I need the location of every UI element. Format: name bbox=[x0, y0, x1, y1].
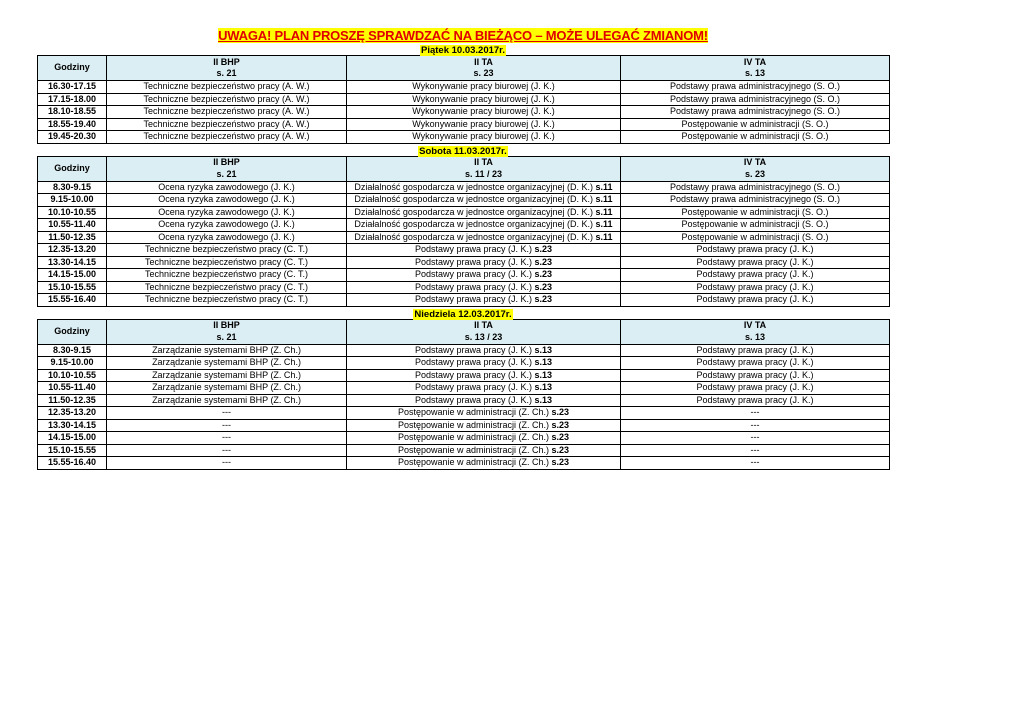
class-cell bbox=[621, 457, 890, 470]
room-label: s.23 bbox=[534, 294, 553, 304]
room-label: s.23 bbox=[551, 419, 570, 430]
room-label: s.23 bbox=[551, 432, 570, 442]
class-cell bbox=[107, 118, 347, 131]
class-cell bbox=[621, 269, 890, 282]
class-text: Podstawy prawa pracy (J. K.) bbox=[414, 394, 532, 405]
class-text: Podstawy prawa administracyjnego (S. O.) bbox=[669, 106, 841, 116]
warning-title: UWAGA! PLAN PROSZĘ SPRAWDZAĆ NA BIEŻĄCO – MOŻE ULEGAĆ ZMIANOM! bbox=[218, 28, 708, 43]
time-slot: 15.10-15.55 bbox=[38, 281, 107, 294]
class-text: --- bbox=[222, 457, 231, 467]
time-column-header: Godziny bbox=[38, 156, 107, 181]
table-row bbox=[38, 181, 890, 194]
group-column-header bbox=[621, 56, 890, 81]
class-text: Podstawy prawa pracy (J. K.) bbox=[696, 256, 814, 267]
group-name: II BHP bbox=[213, 320, 240, 330]
class-text: --- bbox=[222, 432, 231, 442]
time-slot: 11.50-12.35 bbox=[38, 394, 107, 407]
time-slot: 15.55-16.40 bbox=[38, 457, 107, 470]
table-row bbox=[38, 369, 890, 382]
schedule-days bbox=[37, 43, 889, 470]
room-label: s.23 bbox=[534, 269, 553, 279]
class-cell bbox=[347, 444, 621, 457]
class-text: Techniczne bezpieczeństwo pracy (C. T.) bbox=[145, 281, 308, 292]
table-row bbox=[38, 219, 890, 232]
room-label: s.23 bbox=[551, 444, 570, 455]
day-label-text: Sobota 11.03.2017r. bbox=[419, 145, 507, 157]
class-cell bbox=[347, 256, 621, 269]
class-cell bbox=[107, 81, 347, 94]
day-label-text: Piątek 10.03.2017r. bbox=[421, 45, 505, 56]
class-text: Wykonywanie pracy biurowej (J. K.) bbox=[412, 93, 555, 104]
room-label: s.23 bbox=[551, 457, 570, 467]
class-text: Postępowanie w administracji (Z. Ch.) bbox=[397, 444, 549, 455]
class-text: Zarządzanie systemami BHP (Z. Ch.) bbox=[152, 357, 301, 367]
class-text: --- bbox=[750, 432, 760, 442]
class-text: Podstawy prawa pracy (J. K.) bbox=[414, 244, 532, 254]
class-text: Techniczne bezpieczeństwo pracy (A. W.) bbox=[143, 131, 310, 141]
class-cell bbox=[107, 369, 347, 382]
group-room: s. 21 bbox=[216, 68, 237, 78]
class-cell bbox=[107, 444, 347, 457]
class-text: Techniczne bezpieczeństwo pracy (A. W.) bbox=[143, 106, 310, 116]
class-text: Podstawy prawa pracy (J. K.) bbox=[414, 269, 532, 279]
time-column-header: Godziny bbox=[38, 56, 107, 81]
class-text: Działalność gospodarcza w jednostce organizacyjnej (D. K.) bbox=[354, 181, 594, 192]
class-cell bbox=[107, 231, 347, 244]
time-slot: 9.15-10.00 bbox=[38, 194, 107, 207]
class-text: Postępowanie w administracji (S. O.) bbox=[681, 206, 829, 217]
class-text: Działalność gospodarcza w jednostce organizacyjnej (D. K.) bbox=[354, 231, 594, 242]
class-text: Techniczne bezpieczeństwo pracy (A. W.) bbox=[143, 118, 310, 129]
class-text: Działalność gospodarcza w jednostce organizacyjnej (D. K.) bbox=[354, 219, 594, 229]
class-cell bbox=[347, 394, 621, 407]
class-cell bbox=[107, 407, 347, 420]
time-slot: 9.15-10.00 bbox=[38, 357, 107, 370]
class-cell bbox=[107, 194, 347, 207]
class-text: Działalność gospodarcza w jednostce organizacyjnej (D. K.) bbox=[354, 206, 594, 217]
table-row bbox=[38, 206, 890, 219]
class-text: Techniczne bezpieczeństwo pracy (A. W.) bbox=[143, 93, 310, 104]
class-cell bbox=[107, 457, 347, 470]
class-cell bbox=[347, 93, 621, 106]
class-text: Techniczne bezpieczeństwo pracy (C. T.) bbox=[145, 244, 308, 254]
class-cell bbox=[107, 93, 347, 106]
room-label: s.13 bbox=[534, 344, 553, 355]
time-slot: 14.15-15.00 bbox=[38, 269, 107, 282]
day-label-text: Niedziela 12.03.2017r. bbox=[414, 308, 512, 320]
class-cell bbox=[347, 369, 621, 382]
class-cell bbox=[621, 394, 890, 407]
group-room: s. 23 bbox=[473, 68, 494, 78]
time-column-header: Godziny bbox=[38, 319, 107, 344]
class-text: --- bbox=[750, 444, 760, 455]
table-row bbox=[38, 231, 890, 244]
group-room: s. 13 bbox=[744, 331, 766, 342]
table-row bbox=[38, 131, 890, 144]
room-label: s.23 bbox=[551, 407, 570, 417]
group-column-header bbox=[347, 319, 621, 344]
class-text: Zarządzanie systemami BHP (Z. Ch.) bbox=[152, 394, 301, 405]
room-label: s.23 bbox=[534, 244, 553, 254]
table-row bbox=[38, 81, 890, 94]
header-row bbox=[38, 156, 890, 181]
schedule-table bbox=[37, 319, 890, 470]
class-cell bbox=[347, 106, 621, 119]
class-cell bbox=[107, 419, 347, 432]
class-text: --- bbox=[222, 419, 231, 430]
class-text: Podstawy prawa pracy (J. K.) bbox=[414, 357, 532, 367]
class-cell bbox=[107, 181, 347, 194]
time-slot: 15.10-15.55 bbox=[38, 444, 107, 457]
time-slot: 17.15-18.00 bbox=[38, 93, 107, 106]
table-row bbox=[38, 407, 890, 420]
table-row bbox=[38, 281, 890, 294]
class-text: Ocena ryzyka zawodowego (J. K.) bbox=[158, 219, 295, 229]
class-text: Techniczne bezpieczeństwo pracy (A. W.) bbox=[143, 81, 310, 91]
class-text: Podstawy prawa administracyjnego (S. O.) bbox=[669, 81, 841, 91]
class-text: Podstawy prawa pracy (J. K.) bbox=[414, 281, 532, 292]
time-slot: 11.50-12.35 bbox=[38, 231, 107, 244]
class-cell bbox=[621, 206, 890, 219]
group-column-header bbox=[621, 156, 890, 181]
class-cell bbox=[347, 281, 621, 294]
class-cell bbox=[107, 269, 347, 282]
class-cell bbox=[347, 231, 621, 244]
time-slot: 14.15-15.00 bbox=[38, 432, 107, 445]
class-text: Postępowanie w administracji (Z. Ch.) bbox=[397, 419, 549, 430]
room-label: s.11 bbox=[595, 194, 613, 204]
class-cell bbox=[621, 81, 890, 94]
schedule-table bbox=[37, 156, 890, 307]
group-name: IV TA bbox=[743, 320, 767, 330]
class-text: Ocena ryzyka zawodowego (J. K.) bbox=[158, 231, 295, 242]
class-cell bbox=[621, 181, 890, 194]
class-cell bbox=[621, 281, 890, 294]
class-cell bbox=[621, 382, 890, 395]
time-slot: 19.45-20.30 bbox=[38, 131, 107, 144]
class-text: --- bbox=[750, 419, 760, 430]
group-name: II BHP bbox=[213, 157, 240, 167]
class-text: Podstawy prawa pracy (J. K.) bbox=[696, 357, 814, 367]
class-cell bbox=[347, 407, 621, 420]
table-row bbox=[38, 457, 890, 470]
class-cell bbox=[621, 294, 890, 307]
class-text: Podstawy prawa pracy (J. K.) bbox=[414, 382, 532, 392]
time-slot: 10.55-11.40 bbox=[38, 219, 107, 232]
class-text: Podstawy prawa pracy (J. K.) bbox=[414, 344, 532, 355]
class-text: Postępowanie w administracji (S. O.) bbox=[681, 118, 829, 129]
time-slot: 10.10-10.55 bbox=[38, 369, 107, 382]
table-row bbox=[38, 419, 890, 432]
class-cell bbox=[621, 244, 890, 257]
group-room: s. 13 / 23 bbox=[464, 331, 503, 342]
class-text: Działalność gospodarcza w jednostce organizacyjnej (D. K.) bbox=[354, 194, 594, 204]
room-label: s.11 bbox=[595, 206, 613, 217]
class-cell bbox=[347, 382, 621, 395]
class-cell bbox=[347, 118, 621, 131]
class-text: Wykonywanie pracy biurowej (J. K.) bbox=[412, 81, 555, 91]
table-row bbox=[38, 93, 890, 106]
class-text: --- bbox=[222, 407, 231, 417]
class-text: Podstawy prawa pracy (J. K.) bbox=[696, 394, 814, 405]
class-cell bbox=[621, 231, 890, 244]
class-cell bbox=[107, 106, 347, 119]
class-cell bbox=[107, 256, 347, 269]
class-cell bbox=[621, 118, 890, 131]
class-cell bbox=[107, 382, 347, 395]
class-cell bbox=[347, 219, 621, 232]
class-cell bbox=[107, 344, 347, 357]
class-text: Podstawy prawa pracy (J. K.) bbox=[414, 369, 532, 380]
room-label: s.13 bbox=[534, 369, 553, 380]
class-cell bbox=[621, 106, 890, 119]
class-text: --- bbox=[222, 444, 231, 455]
class-text: Postępowanie w administracji (Z. Ch.) bbox=[397, 432, 549, 442]
class-cell bbox=[347, 131, 621, 144]
group-room: s. 11 / 23 bbox=[464, 168, 503, 179]
class-cell bbox=[107, 206, 347, 219]
class-cell bbox=[347, 206, 621, 219]
time-slot: 8.30-9.15 bbox=[38, 344, 107, 357]
room-label: s.23 bbox=[534, 256, 553, 267]
class-cell bbox=[347, 419, 621, 432]
group-room: s. 13 bbox=[744, 68, 766, 78]
class-text: Podstawy prawa pracy (J. K.) bbox=[696, 382, 814, 392]
group-name: II BHP bbox=[213, 56, 240, 67]
group-column-header bbox=[107, 56, 347, 81]
class-text: Postępowanie w administracji (S. O.) bbox=[681, 231, 829, 242]
group-column-header bbox=[107, 319, 347, 344]
class-cell bbox=[107, 294, 347, 307]
class-cell bbox=[107, 394, 347, 407]
class-text: Ocena ryzyka zawodowego (J. K.) bbox=[158, 181, 295, 192]
group-room: s. 21 bbox=[216, 331, 237, 342]
table-row bbox=[38, 256, 890, 269]
table-row bbox=[38, 269, 890, 282]
class-text: Podstawy prawa pracy (J. K.) bbox=[696, 244, 814, 254]
class-cell bbox=[347, 457, 621, 470]
room-label: s.23 bbox=[534, 281, 553, 292]
class-text: Zarządzanie systemami BHP (Z. Ch.) bbox=[152, 369, 301, 380]
class-cell bbox=[621, 219, 890, 232]
class-cell bbox=[347, 181, 621, 194]
group-room: s. 23 bbox=[744, 168, 766, 179]
group-column-header bbox=[107, 156, 347, 181]
class-cell bbox=[621, 444, 890, 457]
class-cell bbox=[621, 93, 890, 106]
table-row bbox=[38, 344, 890, 357]
class-text: Podstawy prawa administracyjnego (S. O.) bbox=[669, 93, 841, 104]
time-slot: 15.55-16.40 bbox=[38, 294, 107, 307]
room-label: s.11 bbox=[595, 231, 613, 242]
class-text: Techniczne bezpieczeństwo pracy (C. T.) bbox=[145, 294, 308, 304]
class-text: Podstawy prawa pracy (J. K.) bbox=[414, 294, 532, 304]
group-name: II TA bbox=[474, 320, 493, 330]
table-row bbox=[38, 394, 890, 407]
day-label bbox=[37, 307, 889, 319]
room-label: s.11 bbox=[595, 181, 613, 192]
header-row bbox=[38, 56, 890, 81]
time-slot: 12.35-13.20 bbox=[38, 244, 107, 257]
class-cell bbox=[347, 294, 621, 307]
class-text: Podstawy prawa administracyjnego (S. O.) bbox=[669, 181, 841, 192]
class-cell bbox=[107, 357, 347, 370]
class-cell bbox=[621, 131, 890, 144]
class-text: Zarządzanie systemami BHP (Z. Ch.) bbox=[152, 382, 301, 392]
class-cell bbox=[107, 281, 347, 294]
class-text: Ocena ryzyka zawodowego (J. K.) bbox=[158, 206, 295, 217]
time-slot: 13.30-14.15 bbox=[38, 256, 107, 269]
class-text: Podstawy prawa pracy (J. K.) bbox=[696, 281, 814, 292]
class-text: Podstawy prawa pracy (J. K.) bbox=[414, 256, 532, 267]
class-cell bbox=[347, 357, 621, 370]
class-text: Wykonywanie pracy biurowej (J. K.) bbox=[412, 106, 555, 116]
table-row bbox=[38, 357, 890, 370]
class-text: Postępowanie w administracji (S. O.) bbox=[681, 131, 829, 141]
class-cell bbox=[347, 432, 621, 445]
class-text: Podstawy prawa pracy (J. K.) bbox=[696, 269, 814, 279]
group-name: II TA bbox=[474, 157, 493, 167]
class-cell bbox=[621, 369, 890, 382]
room-label: s.13 bbox=[534, 394, 553, 405]
class-text: Postępowanie w administracji (Z. Ch.) bbox=[397, 407, 549, 417]
class-cell bbox=[621, 194, 890, 207]
class-cell bbox=[347, 194, 621, 207]
header-row bbox=[38, 319, 890, 344]
class-text: Podstawy prawa pracy (J. K.) bbox=[696, 344, 814, 355]
class-cell bbox=[621, 407, 890, 420]
table-row bbox=[38, 106, 890, 119]
class-text: Podstawy prawa pracy (J. K.) bbox=[696, 294, 814, 304]
class-cell bbox=[107, 432, 347, 445]
class-cell bbox=[621, 344, 890, 357]
table-row bbox=[38, 382, 890, 395]
class-cell bbox=[107, 219, 347, 232]
group-name: II TA bbox=[474, 56, 493, 67]
class-text: --- bbox=[750, 407, 760, 417]
group-name: IV TA bbox=[743, 157, 767, 167]
table-row bbox=[38, 244, 890, 257]
group-name: IV TA bbox=[743, 56, 767, 67]
time-slot: 10.10-10.55 bbox=[38, 206, 107, 219]
class-text: Techniczne bezpieczeństwo pracy (C. T.) bbox=[145, 256, 308, 267]
schedule-table bbox=[37, 55, 890, 144]
time-slot: 13.30-14.15 bbox=[38, 419, 107, 432]
table-row bbox=[38, 432, 890, 445]
group-column-header bbox=[621, 319, 890, 344]
class-cell bbox=[347, 344, 621, 357]
schedule-document bbox=[37, 28, 889, 470]
class-cell bbox=[347, 244, 621, 257]
group-column-header bbox=[347, 56, 621, 81]
room-label: s.11 bbox=[595, 219, 613, 229]
time-slot: 8.30-9.15 bbox=[38, 181, 107, 194]
group-column-header bbox=[347, 156, 621, 181]
class-cell bbox=[621, 357, 890, 370]
time-slot: 10.55-11.40 bbox=[38, 382, 107, 395]
class-cell bbox=[107, 131, 347, 144]
room-label: s.13 bbox=[534, 357, 553, 367]
class-cell bbox=[347, 81, 621, 94]
class-text: Podstawy prawa pracy (J. K.) bbox=[696, 369, 814, 380]
room-label: s.13 bbox=[534, 382, 553, 392]
table-row bbox=[38, 294, 890, 307]
class-cell bbox=[107, 244, 347, 257]
class-text: Zarządzanie systemami BHP (Z. Ch.) bbox=[152, 344, 301, 355]
class-text: Wykonywanie pracy biurowej (J. K.) bbox=[412, 131, 555, 141]
class-text: Techniczne bezpieczeństwo pracy (C. T.) bbox=[145, 269, 308, 279]
class-text: Podstawy prawa administracyjnego (S. O.) bbox=[669, 194, 841, 204]
class-text: Ocena ryzyka zawodowego (J. K.) bbox=[158, 194, 295, 204]
class-cell bbox=[621, 432, 890, 445]
time-slot: 16.30-17.15 bbox=[38, 81, 107, 94]
day-label bbox=[37, 144, 889, 156]
class-text: Postępowanie w administracji (Z. Ch.) bbox=[397, 457, 549, 467]
table-row bbox=[38, 118, 890, 131]
class-text: --- bbox=[750, 457, 760, 467]
table-row bbox=[38, 444, 890, 457]
class-text: Postępowanie w administracji (S. O.) bbox=[681, 219, 829, 229]
class-text: Wykonywanie pracy biurowej (J. K.) bbox=[412, 118, 555, 129]
class-cell bbox=[621, 419, 890, 432]
class-cell bbox=[347, 269, 621, 282]
time-slot: 18.55-19.40 bbox=[38, 118, 107, 131]
day-label bbox=[37, 43, 889, 55]
time-slot: 12.35-13.20 bbox=[38, 407, 107, 420]
table-row bbox=[38, 194, 890, 207]
group-room: s. 21 bbox=[216, 168, 237, 179]
class-cell bbox=[621, 256, 890, 269]
time-slot: 18.10-18.55 bbox=[38, 106, 107, 119]
